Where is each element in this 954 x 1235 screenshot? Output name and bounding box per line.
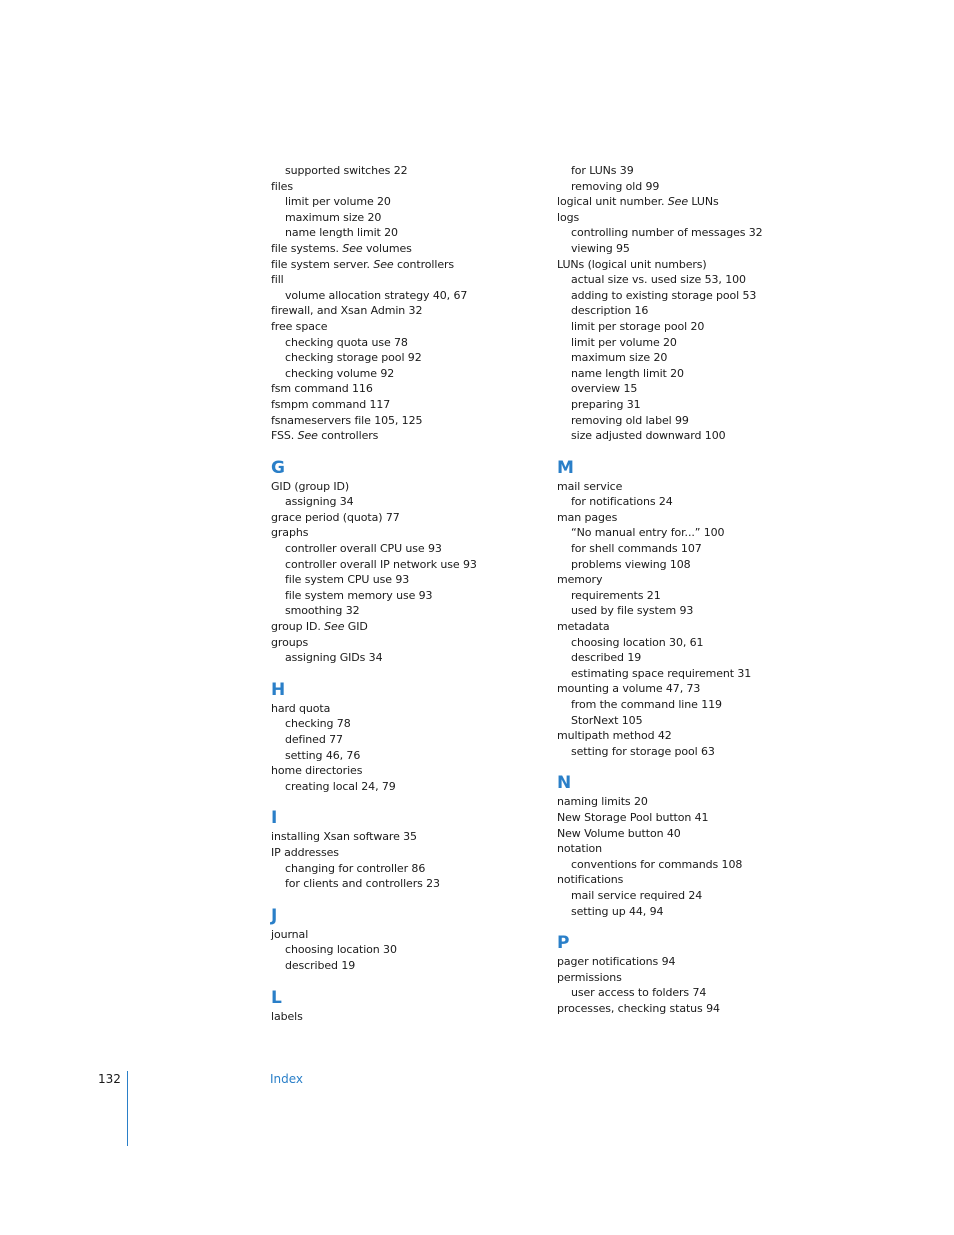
index-entry: IP addresses	[271, 845, 339, 859]
index-subentry: estimating space requirement 31	[571, 666, 752, 680]
index-entry: mounting a volume 47, 73	[557, 682, 701, 696]
index-subentry: conventions for commands 108	[571, 857, 743, 871]
see-reference: See	[324, 620, 345, 634]
section-letter: G	[271, 457, 285, 478]
index-subentry: requirements 21	[571, 588, 661, 602]
section-letter: J	[271, 905, 278, 926]
page-number: 132	[98, 1072, 121, 1086]
index-subentry: preparing 31	[571, 397, 641, 411]
index-entry	[271, 241, 536, 257]
index-entry: labels	[271, 1009, 303, 1023]
index-subentry: assigning 34	[285, 495, 354, 509]
index-entry: permissions	[557, 970, 622, 984]
index-entry: multipath method 42	[557, 729, 672, 743]
index-subentry: “No manual entry for...” 100	[571, 526, 725, 540]
index-subentry: supported switches 22	[285, 164, 408, 177]
index-entry: firewall, and Xsan Admin 32	[271, 304, 423, 318]
index-entry: fsm command 116	[271, 382, 373, 396]
index-subentry: limit per volume 20	[571, 335, 677, 349]
index-entry: New Volume button 40	[557, 826, 681, 840]
entry-text: logical unit number.	[557, 195, 668, 209]
index-subentry: creating local 24, 79	[285, 779, 396, 793]
index-entry: metadata	[557, 620, 610, 634]
section-letter: I	[271, 808, 278, 829]
index-entry: logs	[557, 210, 580, 224]
index-entry: pager notifications 94	[557, 955, 676, 969]
index-subentry: checking volume 92	[285, 366, 395, 380]
index-subentry: for clients and controllers 23	[285, 877, 440, 891]
see-reference: See	[342, 241, 363, 255]
index-subentry: checking storage pool 92	[285, 351, 422, 365]
index-subentry: problems viewing 108	[571, 557, 691, 571]
index-entry: man pages	[557, 510, 618, 524]
index-subentry: StorNext 105	[571, 713, 643, 727]
index-column-left	[271, 163, 536, 1024]
index-subentry: limit per storage pool 20	[571, 319, 705, 333]
index-subentry: smoothing 32	[285, 604, 360, 618]
index-subentry: setting 46, 76	[285, 748, 361, 762]
index-subentry: controller overall CPU use 93	[285, 542, 442, 556]
index-subentry: for notifications 24	[571, 495, 673, 509]
index-entry: fill	[271, 273, 284, 287]
index-subentry: overview 15	[571, 382, 638, 396]
index-subentry: actual size vs. used size 53, 100	[571, 273, 746, 287]
index-entry: LUNs (logical unit numbers)	[557, 257, 707, 271]
index-entry: graphs	[271, 526, 309, 540]
index-subentry: described 19	[571, 651, 642, 665]
entry-text: group ID.	[271, 620, 325, 634]
index-entry: notifications	[557, 873, 624, 887]
index-entry: fsmpm command 117	[271, 397, 391, 411]
entry-target: controllers	[393, 257, 455, 271]
index-entry: installing Xsan software 35	[271, 830, 417, 844]
index-entry: processes, checking status 94	[557, 1001, 720, 1015]
index-subentry: removing old 99	[571, 179, 660, 193]
index-entry: free space	[271, 319, 328, 333]
index-subentry: for LUNs 39	[571, 164, 634, 177]
index-subentry: controller overall IP network use 93	[285, 557, 477, 571]
index-entry: hard quota	[271, 701, 331, 715]
index-subentry: choosing location 30	[285, 943, 397, 957]
see-reference: See	[373, 257, 394, 271]
index-entry	[271, 619, 536, 635]
section-letter: P	[557, 933, 570, 954]
section-name: Index	[270, 1072, 304, 1086]
index-subentry: file system memory use 93	[285, 588, 433, 602]
footer-divider	[127, 1071, 128, 1146]
section-letter: M	[557, 457, 574, 478]
entry-target: controllers	[317, 429, 379, 443]
index-entry: GID (group ID)	[271, 479, 350, 493]
index-entry	[557, 194, 787, 210]
index-subentry: name length limit 20	[571, 366, 684, 380]
index-column-right	[557, 163, 787, 1017]
section-letter: N	[557, 773, 572, 794]
index-subentry: from the command line 119	[571, 698, 722, 711]
index-entry: mail service	[557, 479, 623, 493]
section-letter: L	[271, 987, 282, 1008]
index-subentry: file system CPU use 93	[285, 573, 410, 587]
index-subentry: adding to existing storage pool 53	[571, 288, 757, 302]
entry-target: GID	[344, 620, 368, 634]
see-reference: See	[297, 429, 318, 443]
index-subentry: described 19	[285, 958, 356, 972]
index-subentry: removing old label 99	[571, 413, 689, 427]
index-subentry: limit per volume 20	[285, 195, 391, 209]
index-subentry: setting up 44, 94	[571, 904, 664, 918]
index-entry: journal	[271, 927, 309, 941]
index-entry: groups	[271, 635, 309, 649]
index-subentry: checking quota use 78	[285, 335, 408, 349]
index-subentry: changing for controller 86	[285, 861, 426, 875]
index-subentry: setting for storage pool 63	[571, 744, 715, 758]
index-entry: files	[271, 179, 293, 193]
index-subentry: viewing 95	[571, 241, 630, 255]
entry-text: FSS.	[271, 429, 298, 443]
entry-text: file system server.	[271, 257, 374, 271]
index-subentry: mail service required 24	[571, 888, 703, 902]
index-entry: naming limits 20	[557, 795, 648, 809]
index-entry: New Storage Pool button 41	[557, 810, 709, 824]
index-subentry: description 16	[571, 304, 649, 318]
index-subentry: checking 78	[285, 717, 351, 731]
index-subentry: assigning GIDs 34	[285, 651, 383, 665]
entry-target: volumes	[362, 241, 412, 255]
see-reference: See	[667, 195, 689, 209]
index-subentry: controlling number of messages 32	[571, 226, 763, 240]
index-entry: memory	[557, 573, 603, 587]
index-entry: fsnameservers file 105, 125	[271, 413, 423, 427]
index-subentry: maximum size 20	[571, 351, 668, 365]
index-subentry: for shell commands 107	[571, 542, 702, 556]
index-entry	[271, 257, 536, 273]
index-entry: grace period (quota) 77	[271, 510, 400, 524]
section-letter: H	[271, 679, 286, 700]
entry-text: file systems.	[271, 241, 343, 255]
index-subentry: choosing location 30, 61	[571, 635, 704, 649]
index-subentry: user access to folders 74	[571, 986, 707, 1000]
index-entry: notation	[557, 842, 603, 856]
index-subentry: maximum size 20	[285, 210, 382, 224]
index-subentry: used by file system 93	[571, 604, 694, 618]
index-subentry: volume allocation strategy 40, 67	[285, 288, 468, 302]
entry-target: LUNs	[688, 195, 719, 209]
index-subentry: defined 77	[285, 733, 343, 746]
index-subentry: size adjusted downward 100	[571, 429, 726, 443]
index-subentry: name length limit 20	[285, 226, 398, 240]
index-entry: home directories	[271, 764, 363, 778]
index-entry	[271, 428, 536, 444]
